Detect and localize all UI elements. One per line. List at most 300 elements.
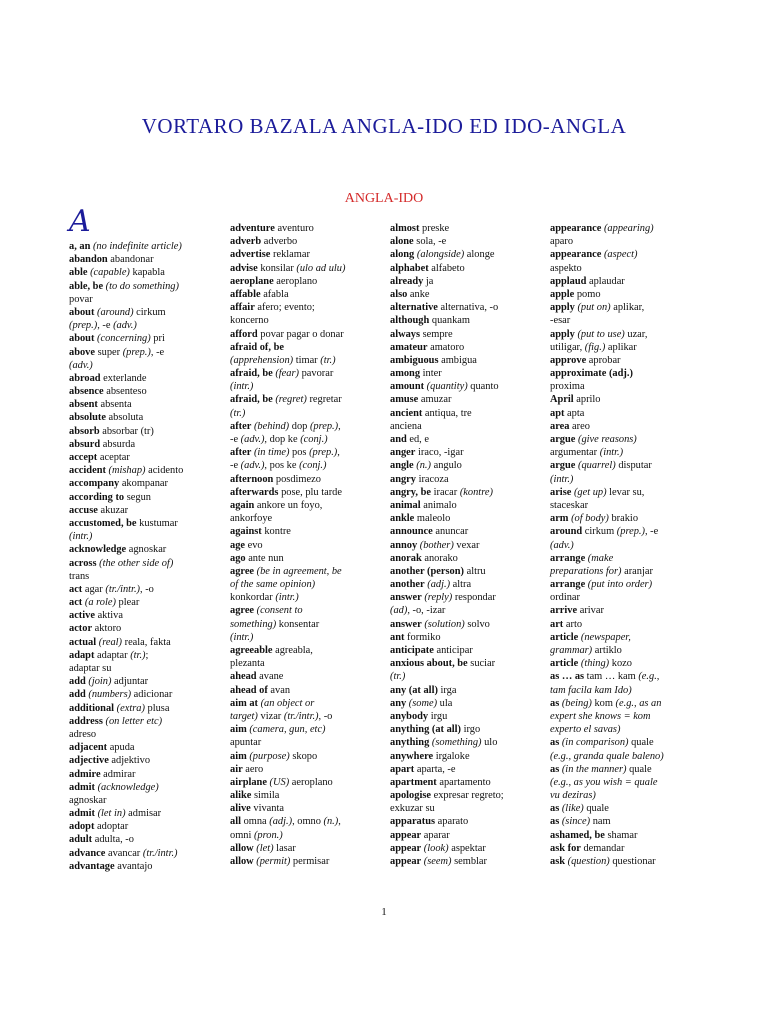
headword: apart: [390, 763, 415, 775]
headword: appear: [390, 842, 422, 854]
headword: absolute: [69, 412, 106, 424]
entry-line: [230, 275, 386, 288]
translation: regretar: [306, 394, 342, 406]
gloss-note: (of body): [568, 513, 609, 525]
translation: akompanar: [119, 478, 168, 490]
entry-line: [69, 754, 225, 767]
entry-line: [230, 420, 386, 433]
headword: all: [230, 816, 241, 828]
entry-line: [230, 842, 386, 855]
translation: reala, fakta: [122, 636, 171, 648]
gloss-note: (prep.): [69, 320, 98, 332]
entry-line: [69, 860, 225, 873]
entry-line: [69, 675, 225, 688]
translation: staceskar: [550, 499, 589, 511]
translation: expresar regreto;: [431, 790, 504, 802]
gloss-note: (concerning): [94, 333, 151, 345]
gloss-note: (like): [559, 803, 584, 815]
gloss-note: (to do something): [103, 280, 179, 292]
headword: another (person): [390, 565, 464, 577]
entry-line: [390, 367, 546, 380]
entry-line: [390, 802, 546, 815]
entry-line: [230, 631, 386, 644]
translation: angulo: [430, 460, 462, 472]
entry-line: [550, 684, 706, 697]
headword: apologise: [390, 790, 431, 802]
headword: another: [390, 579, 425, 591]
entry-line: [390, 341, 546, 354]
entry-line: [390, 354, 546, 367]
entry-line: [390, 473, 546, 486]
headword: arm: [550, 513, 569, 525]
entry-line: [69, 530, 225, 543]
translation: adjuntar: [111, 676, 149, 688]
gloss-note: (US): [266, 776, 290, 788]
entry-line: [550, 446, 706, 459]
headword: ask: [550, 856, 566, 867]
headword: advance: [69, 847, 106, 859]
entry-line: [69, 266, 225, 279]
gloss-note: (since): [559, 816, 591, 828]
headword: any (at all): [390, 684, 438, 696]
headword: as: [550, 816, 560, 828]
translation: adaptar su: [69, 663, 112, 674]
headword: able, be: [69, 280, 104, 292]
entry-line: [230, 710, 386, 723]
translation: , -e: [150, 346, 165, 358]
entry-line: [69, 398, 225, 411]
headword: according to: [69, 491, 125, 503]
translation: , dop ke: [264, 434, 301, 445]
gloss-note: (camera, gun, etc): [246, 724, 326, 736]
translation: konsentar: [276, 618, 320, 630]
translation: agnoskar: [69, 794, 107, 806]
entry-line: [230, 697, 386, 710]
entry-line: [550, 789, 706, 802]
gloss-note: vu deziras): [550, 790, 596, 802]
entry-line: [550, 776, 706, 789]
entry-line: [550, 459, 706, 472]
entry-line: [550, 486, 706, 499]
headword: ankle: [390, 513, 415, 525]
entry-line: [69, 372, 225, 385]
gloss-note: (intr.): [230, 631, 254, 643]
translation: sempre: [420, 328, 453, 340]
translation: argumentar: [550, 447, 600, 459]
headword: admire: [69, 768, 101, 780]
headword: although: [390, 315, 430, 327]
gloss-note: (join): [85, 676, 112, 688]
entry-line: [550, 618, 706, 631]
translation: skopo: [289, 750, 318, 762]
entry-line: [550, 433, 706, 446]
headword: admit: [69, 808, 95, 820]
headword: area: [550, 420, 570, 432]
entry-line: [230, 789, 386, 802]
entry-line: [230, 750, 386, 763]
entry-line: [69, 491, 225, 504]
translation: kontre: [261, 526, 291, 538]
headword: arrange: [550, 579, 586, 591]
gloss-note: (quarrel): [575, 460, 616, 472]
translation: aventuro: [274, 223, 314, 234]
gloss-note: (put into order): [585, 579, 653, 591]
entry-line: [390, 644, 546, 657]
entry-line: [390, 697, 546, 710]
entry-line: [550, 314, 706, 327]
entry-line: [390, 420, 546, 433]
headword: agree: [230, 565, 255, 577]
entry-line: [550, 842, 706, 855]
translation: timar: [293, 354, 321, 366]
gloss-note: (intr.): [599, 447, 624, 459]
translation: anorako: [421, 552, 458, 564]
gloss-note: (intr.): [230, 381, 254, 393]
entry-line: [69, 807, 225, 820]
translation: inter: [420, 368, 442, 380]
translation: ankorfoye: [230, 513, 273, 525]
translation: solvo: [464, 618, 490, 630]
headword: appear: [390, 829, 422, 841]
translation: avane: [256, 671, 284, 683]
gloss-note: (on letter etc): [102, 715, 163, 727]
entry-line: [550, 288, 706, 301]
gloss-note: (adv.): [550, 539, 574, 551]
gloss-note: (make: [585, 552, 614, 564]
translation: kom: [591, 697, 616, 709]
headword: as … as: [550, 671, 585, 683]
translation: iracoza: [415, 473, 449, 485]
translation: animalo: [420, 499, 457, 511]
entry-line: [230, 407, 386, 420]
headword: apparatus: [390, 816, 436, 828]
translation: povar pagar o donar: [257, 328, 344, 340]
entry-line: [69, 425, 225, 438]
translation: apartamento: [436, 776, 491, 788]
gloss-note: (behind): [251, 420, 290, 432]
gloss-note: (real): [96, 636, 123, 648]
translation: apta: [564, 407, 585, 419]
entry-line: [230, 288, 386, 301]
gloss-note: (aspect): [601, 249, 638, 261]
headword: absent: [69, 399, 98, 411]
translation: pose, plu tarde: [278, 486, 342, 498]
gloss-note: (adv.): [113, 320, 137, 332]
gloss-note: (prep.): [122, 346, 151, 358]
entry-line: [69, 517, 225, 530]
gloss-note: (ulo ad ulu): [296, 262, 346, 274]
entry-line: [550, 301, 706, 314]
translation: anciena: [390, 420, 422, 432]
entry-line: [550, 499, 706, 512]
headword: adjacent: [69, 742, 108, 754]
entry-line: [230, 802, 386, 815]
gloss-note: (an object or: [258, 697, 315, 709]
entry-line: [230, 670, 386, 683]
translation: aparta, -e: [414, 763, 456, 775]
translation: aero: [242, 763, 264, 775]
entry-line: [230, 235, 386, 248]
headword: adverb: [230, 236, 262, 248]
headword: alike: [230, 790, 252, 802]
gloss-note: (put on): [574, 302, 611, 314]
translation: avan: [267, 684, 291, 696]
headword: add: [69, 689, 86, 701]
headword: aim: [230, 724, 247, 736]
entry-line: [230, 565, 386, 578]
dictionary-column-2: [230, 222, 386, 868]
entry-line: [230, 473, 386, 486]
entry-line: [550, 710, 706, 723]
entry-line: [550, 697, 706, 710]
translation: kapabla: [129, 267, 165, 279]
headword: alphabet: [390, 262, 429, 274]
gloss-note: (e.g., granda quale baleno): [550, 750, 664, 762]
entry-line: [550, 420, 706, 433]
translation: altru: [463, 565, 486, 577]
gloss-note: (pron.): [253, 829, 283, 841]
headword: article: [550, 631, 579, 643]
translation: tam … kam: [584, 671, 639, 683]
headword: already: [390, 275, 424, 287]
entry-line: [69, 636, 225, 649]
entry-line: [390, 248, 546, 261]
headword: absurd: [69, 438, 101, 450]
translation: aparar: [421, 829, 450, 841]
headword: article: [550, 658, 579, 670]
entry-line: [390, 710, 546, 723]
gloss-note: (adv.): [69, 359, 93, 371]
entry-line: [390, 723, 546, 736]
entry-line: [390, 552, 546, 565]
headword: accustomed, be: [69, 517, 137, 529]
gloss-note: tam facila kam Ido): [550, 684, 632, 696]
entry-line: [390, 235, 546, 248]
headword: anger: [390, 447, 416, 459]
headword: air: [230, 763, 243, 775]
headword: amount: [390, 381, 425, 393]
headword: along: [390, 249, 415, 261]
gloss-note: (intr.): [69, 531, 93, 543]
headword: argue: [550, 460, 576, 472]
translation: ankore un foyo,: [254, 499, 323, 511]
entry-line: [69, 728, 225, 741]
gloss-note: experto el savas): [550, 724, 621, 736]
entry-line: [69, 794, 225, 807]
entry-line: [550, 604, 706, 617]
translation: kustumar: [136, 517, 178, 529]
headword: against: [230, 526, 262, 538]
entry-line: [390, 275, 546, 288]
gloss-note: (conj.): [299, 460, 327, 472]
gloss-note: (a role): [82, 597, 116, 609]
entry-line: [390, 829, 546, 842]
translation: vizar: [257, 710, 284, 722]
translation: afabla: [260, 288, 289, 300]
entry-line: [390, 565, 546, 578]
gloss-note: (adj.): [424, 579, 451, 591]
entry-line: [390, 631, 546, 644]
translation: antiqua, tre: [422, 407, 472, 419]
translation: arto: [563, 618, 583, 630]
headword: active: [69, 610, 95, 622]
translation: konsilar: [257, 262, 297, 274]
headword: about: [69, 306, 95, 318]
translation: , -o: [140, 583, 154, 595]
translation: anuncar: [432, 526, 469, 538]
headword: and: [390, 434, 407, 445]
headword: ancient: [390, 407, 423, 419]
gloss-note: (purpose): [246, 750, 290, 762]
entry-line: [69, 293, 225, 306]
gloss-note: (in the manner): [559, 763, 627, 775]
entry-line: [69, 820, 225, 833]
headword: always: [390, 328, 421, 340]
translation: exterlande: [100, 372, 147, 384]
translation: ula: [437, 697, 453, 709]
translation: alfabeto: [428, 262, 465, 274]
entry-line: [69, 715, 225, 728]
gloss-note: (tr.): [320, 354, 336, 366]
translation: levar su,: [606, 486, 645, 498]
headword: admit: [69, 781, 95, 793]
entry-line: [69, 833, 225, 846]
entry-line: [230, 301, 386, 314]
gloss-note: target): [230, 710, 258, 722]
translation: lasar: [273, 842, 296, 854]
translation: aplikar,: [610, 302, 645, 314]
headword: a, an: [69, 241, 91, 252]
translation: exkuzar su: [390, 803, 435, 815]
gloss-note: (bother): [417, 539, 454, 551]
gloss-note: (quantity): [424, 381, 468, 393]
headword: adventure: [230, 223, 275, 234]
entry-line: [550, 473, 706, 486]
headword: advise: [230, 262, 258, 274]
entry-line: [69, 438, 225, 451]
translation: brakio: [608, 513, 639, 525]
entry-line: [390, 433, 546, 446]
headword: age: [230, 539, 246, 551]
entry-line: [69, 741, 225, 754]
translation: aprobar: [586, 354, 621, 366]
translation: akuzar: [97, 504, 129, 516]
entry-line: [230, 328, 386, 341]
translation: apuda: [107, 742, 135, 754]
gloss-note: (solution): [421, 618, 465, 630]
translation: ambigua: [438, 354, 477, 366]
headword: absorb: [69, 425, 100, 437]
gloss-note: (alongside): [414, 249, 465, 261]
entry-line: [550, 539, 706, 552]
gloss-note: (question): [565, 856, 610, 867]
gloss-note: (extra): [114, 702, 145, 714]
entry-line: [230, 552, 386, 565]
headword: as: [550, 763, 560, 775]
headword: act: [69, 583, 83, 595]
headword: airplane: [230, 776, 267, 788]
entry-line: [390, 776, 546, 789]
translation: cirkum: [582, 526, 617, 538]
entry-line: [69, 477, 225, 490]
translation: posdimezo: [273, 473, 321, 485]
gloss-note: (kontre): [459, 486, 493, 498]
gloss-note: (some): [406, 697, 438, 709]
gloss-note: (n.): [413, 460, 431, 472]
entry-line: [550, 275, 706, 288]
translation: sola, -e: [413, 236, 447, 248]
headword: adult: [69, 834, 93, 846]
entry-line: [390, 684, 546, 697]
gloss-note: (adj.): [269, 816, 293, 828]
gloss-note: (reply): [421, 592, 453, 604]
headword: advantage: [69, 860, 115, 872]
headword: among: [390, 368, 421, 380]
translation: admisar: [125, 808, 162, 820]
headword: answer: [390, 618, 422, 630]
page-title: VORTARO BAZALA ANGLA-IDO ED IDO-ANGLA: [141, 114, 627, 138]
headword: aeroplane: [230, 275, 274, 287]
translation: alternativa, -o: [437, 302, 499, 314]
entry-line: [69, 504, 225, 517]
translation: absoluta: [105, 412, 144, 424]
entry-line: [390, 407, 546, 420]
headword: afraid of, be: [230, 341, 284, 353]
headword: approve: [550, 354, 587, 366]
gloss-note: (give reasons): [575, 434, 637, 445]
translation: irgaloke: [433, 750, 470, 762]
entry-line: [390, 789, 546, 802]
gloss-note: (no indefinite article): [90, 241, 182, 252]
headword: applaud: [550, 275, 587, 287]
translation: amatoro: [427, 341, 465, 353]
entry-line: [230, 248, 386, 261]
headword: anxious about, be: [390, 658, 468, 670]
entry-line: [390, 815, 546, 828]
entry-line: [390, 314, 546, 327]
entry-line: [69, 662, 225, 675]
headword: abandon: [69, 254, 108, 266]
translation: artiklo: [592, 645, 622, 656]
entry-line: [390, 459, 546, 472]
translation: plear: [115, 597, 140, 609]
entry-line: [390, 499, 546, 512]
headword: alone: [390, 236, 414, 248]
headword: anorak: [390, 552, 422, 564]
translation: absenteso: [103, 386, 147, 398]
translation: , pos ke: [264, 460, 300, 472]
translation: aplikar: [605, 341, 637, 353]
headword: any: [390, 697, 407, 709]
translation: adicionar: [131, 689, 173, 701]
translation: afero; evento;: [254, 302, 315, 314]
translation: permisar: [290, 856, 330, 867]
translation: uzar,: [624, 328, 648, 340]
translation: quanto: [467, 381, 499, 393]
entry-line: [550, 235, 706, 248]
gloss-note: (prep.): [309, 420, 339, 432]
entry-line: [230, 855, 386, 868]
entry-line: [390, 763, 546, 776]
translation: iracar: [431, 486, 460, 498]
gloss-note: (mishap): [105, 465, 146, 477]
headword: ashamed, be: [550, 829, 605, 841]
translation: anke: [407, 288, 430, 300]
translation: simila: [251, 790, 280, 802]
gloss-note: (fig.): [584, 341, 606, 353]
entry-line: [230, 222, 386, 235]
entry-line: [550, 367, 706, 380]
